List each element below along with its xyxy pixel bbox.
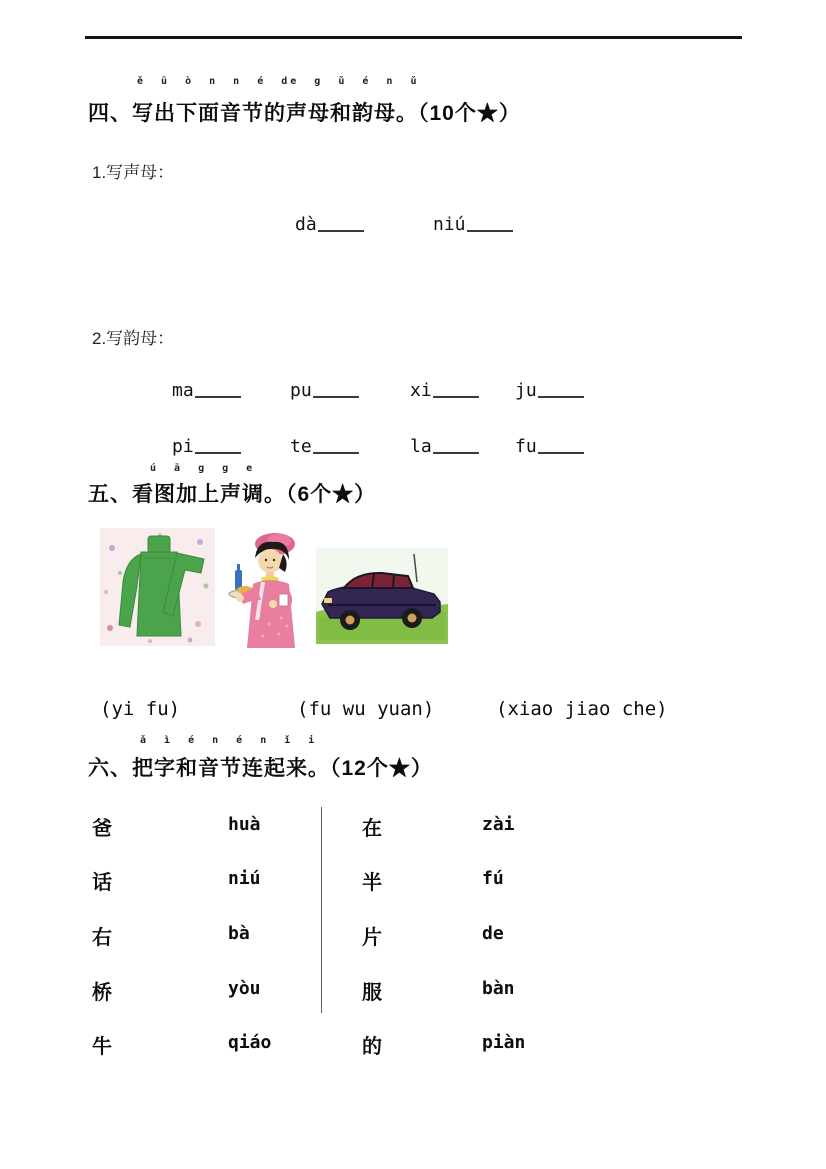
- fill-blank-item: [290, 436, 359, 457]
- green-sweater-photo: [100, 528, 215, 646]
- pinyin-syllable: te: [290, 436, 312, 457]
- answer-blank: [538, 394, 584, 398]
- match-character: 爸: [92, 818, 112, 840]
- pinyin-syllable: pi: [172, 436, 194, 457]
- pinyin-syllable: niú: [433, 214, 466, 235]
- section-five-heading: 五、看图加上声调。（6个★）: [88, 483, 377, 506]
- match-pinyin: niú: [228, 868, 261, 889]
- pinyin-syllable: xi: [410, 380, 432, 401]
- match-character: 的: [362, 1036, 382, 1058]
- match-character: 服: [362, 982, 382, 1004]
- fill-blank-item: [295, 214, 364, 235]
- match-pinyin: fú: [482, 868, 504, 889]
- pinyin-syllable: pu: [290, 380, 312, 401]
- section-six-heading: 六、把字和音节连起来。（12个★）: [88, 757, 433, 780]
- match-character: 在: [362, 818, 382, 840]
- picture-caption: (fu wu yuan): [297, 698, 435, 720]
- picture-caption: (yi fu): [100, 698, 181, 720]
- fill-blank-item: [515, 380, 584, 401]
- matching-column-divider: [321, 807, 322, 1013]
- answer-blank: [467, 228, 513, 232]
- answer-blank: [313, 450, 359, 454]
- fill-blank-item: [172, 380, 241, 401]
- pinyin-syllable: ma: [172, 380, 194, 401]
- ruby-annotation-four: ě ū ò n n é de g ǔ é n ǔ: [137, 76, 420, 87]
- match-pinyin: de: [482, 923, 504, 944]
- match-pinyin: bàn: [482, 978, 515, 999]
- fill-blank-item: [410, 380, 479, 401]
- pinyin-syllable: fu: [515, 436, 537, 457]
- pinyin-syllable: la: [410, 436, 432, 457]
- answer-blank: [195, 450, 241, 454]
- picture-caption: (xiao jiao che): [496, 698, 668, 720]
- pinyin-syllable: ju: [515, 380, 537, 401]
- match-pinyin: yòu: [228, 978, 261, 999]
- match-character: 右: [92, 927, 112, 949]
- match-character: 桥: [92, 982, 112, 1004]
- fill-blank-item: [290, 380, 359, 401]
- answer-blank: [318, 228, 364, 232]
- fill-blank-item: [433, 214, 513, 235]
- answer-blank: [433, 394, 479, 398]
- write-initials-label: 1.写声母：: [92, 163, 175, 182]
- fill-blank-item: [172, 436, 241, 457]
- match-character: 牛: [92, 1036, 112, 1058]
- match-pinyin: huà: [228, 814, 261, 835]
- sedan-car-illustration: [316, 548, 448, 644]
- fill-blank-item: [515, 436, 584, 457]
- answer-blank: [313, 394, 359, 398]
- match-pinyin: piàn: [482, 1032, 526, 1053]
- match-pinyin: qiáo: [228, 1032, 272, 1053]
- section-four-heading: 四、写出下面音节的声母和韵母。（10个★）: [88, 102, 521, 125]
- fill-blank-item: [410, 436, 479, 457]
- answer-blank: [195, 394, 241, 398]
- write-finals-label: 2.写韵母：: [92, 329, 175, 348]
- top-divider-line: [85, 36, 742, 39]
- waitress-illustration: [223, 528, 315, 650]
- match-character: 话: [92, 872, 112, 894]
- ruby-annotation-five: ú ā g g e: [150, 463, 256, 474]
- answer-blank: [433, 450, 479, 454]
- answer-blank: [538, 450, 584, 454]
- pinyin-syllable: dà: [295, 214, 317, 235]
- match-character: 片: [362, 927, 382, 949]
- match-pinyin: zài: [482, 814, 515, 835]
- ruby-annotation-six: ǎ ì é n é n ǐ i: [140, 735, 318, 746]
- match-character: 半: [362, 872, 382, 894]
- match-pinyin: bà: [228, 923, 250, 944]
